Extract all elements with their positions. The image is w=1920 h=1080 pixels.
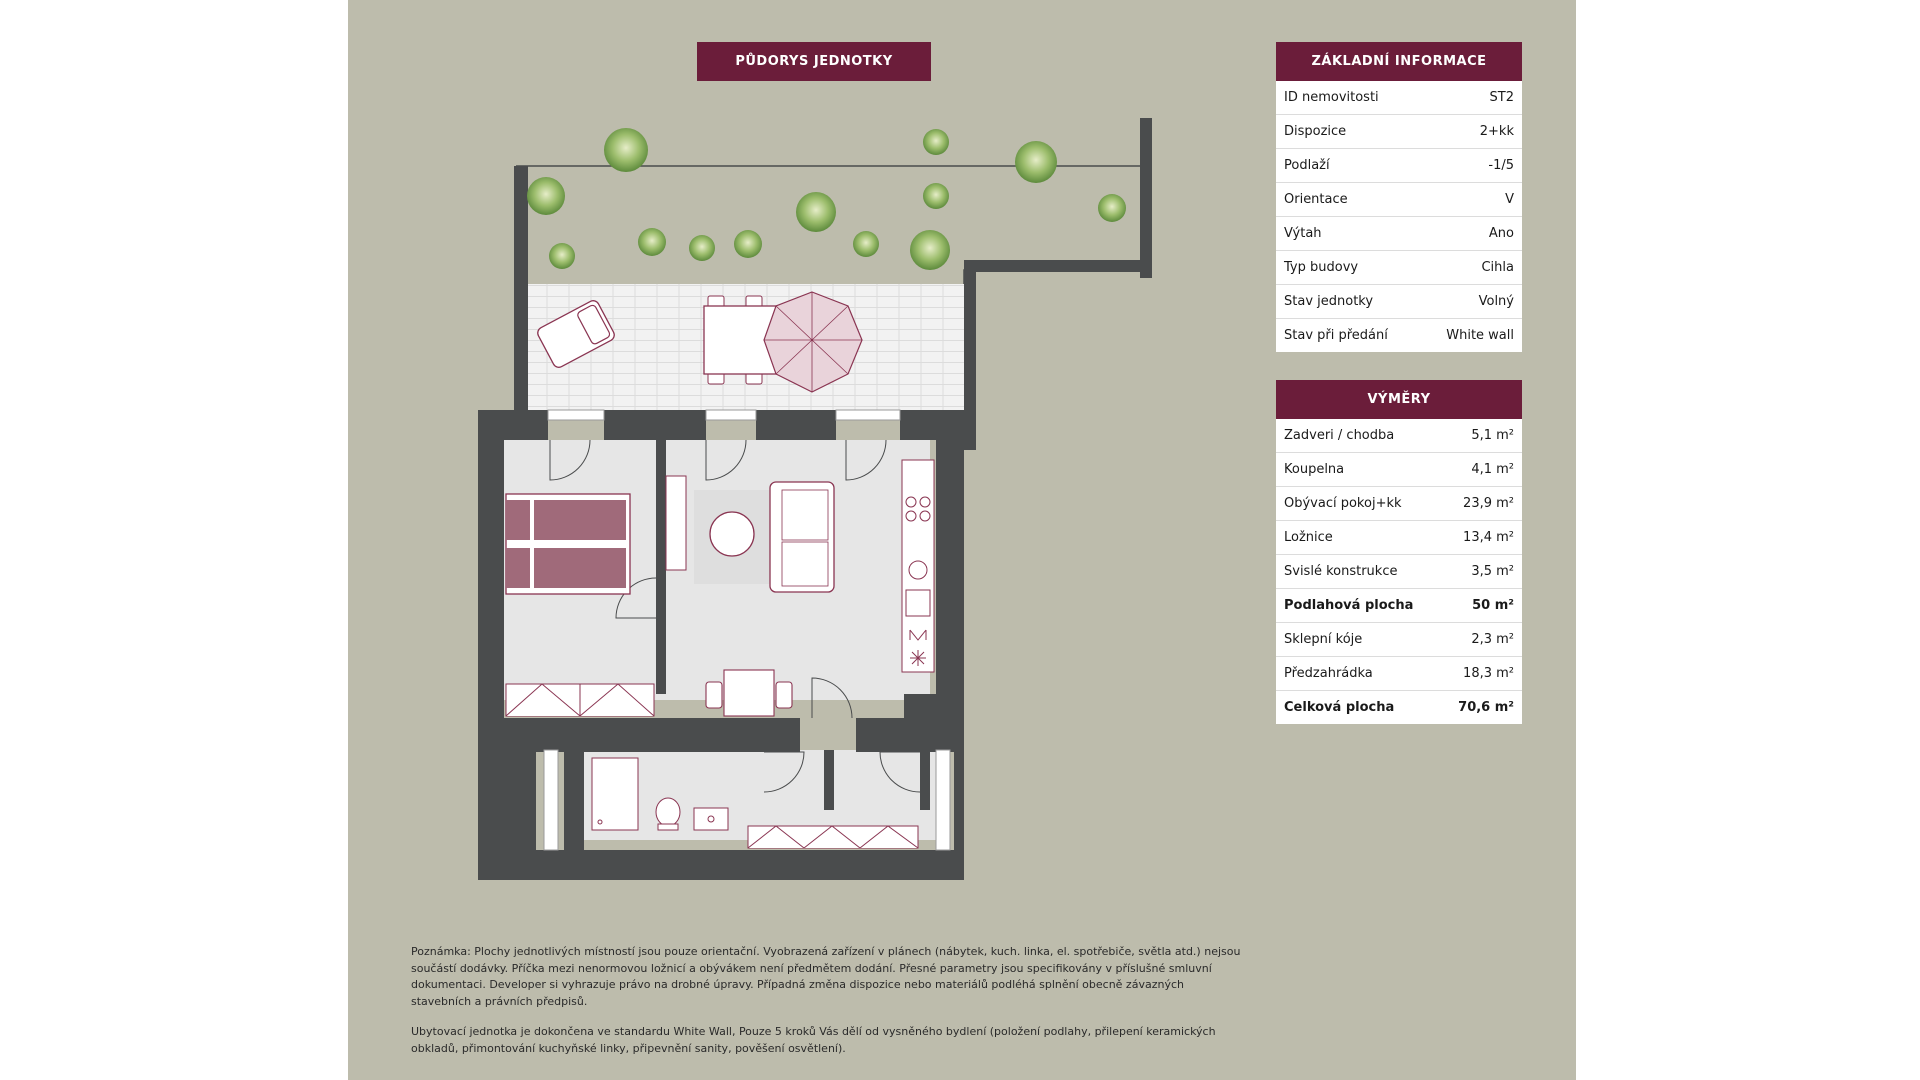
area-row: Svislé konstrukce 3,5 m² [1276,555,1522,589]
bedroom-wardrobe [506,684,654,716]
area-row: Ložnice 13,4 m² [1276,521,1522,555]
info-row-stav-jednotky: Stav jednotky Volný [1276,285,1522,319]
plan-title: PŮDORYS JEDNOTKY [697,42,931,81]
areas-title: VÝMĚRY [1276,380,1522,419]
kitchen-line [902,460,934,672]
area-row: Obývací pokoj+kk 23,9 m² [1276,487,1522,521]
area-row: Koupelna 4,1 m² [1276,453,1522,487]
info-row-id: ID nemovitosti ST2 [1276,81,1522,115]
white-wall-note: Ubytovací jednotka je dokončena ve standardu White Wall, Pouze 5 kroků Vás dělí od vysněného bydlení (položení podlahy, přilepení keramických obkladů, přimontování kuchyňské linky, připevnění sanity, pověšení osvětlení). [411,1025,1216,1055]
area-row-grand-total: Celková plocha 70,6 m² [1284,700,1514,715]
info-row-vytah: Výtah Ano [1276,217,1522,251]
area-row: Předzahrádka 18,3 m² [1276,657,1522,691]
hall-wardrobe [748,826,918,848]
double-bed [506,494,630,594]
floor-plan [470,110,1170,890]
info-row-typ-budovy: Typ budovy Cihla [1276,251,1522,285]
info-row-dispozice: Dispozice 2+kk [1276,115,1522,149]
info-row-orientace: Orientace V [1276,183,1522,217]
garden-bushes [527,128,1126,270]
note-text: Poznámka: Plochy jednotlivých místností jsou pouze orientační. Vyobrazená zařízení v plánech (nábytek, kuch. linka, el. spotřebiče, světla atd.) nejsou součástí dodávky. Příčka mezi nenormovou ložnicí a obývákem není předmětem dodání. Přesné parametry jsou specifikovány v příslušné smluvní dokumentaci. Developer si vyhrazuje právo na drobné úpravy. Případná změna dispozice nebo materiálů podléhá splnění obecně závazných stavebních a právních předpisů. [411,945,1241,1008]
info-row-stav-predani: Stav při předání White wall [1284,328,1514,343]
info-row-podlazi: Podlaží -1/5 [1276,149,1522,183]
area-row: Zadveri / chodba 5,1 m² [1276,419,1522,453]
area-row-floor-total: Podlahová plocha 50 m² [1276,589,1522,623]
area-row: Sklepní kóje 2,3 m² [1276,623,1522,657]
areas-panel [1276,380,1522,724]
basic-info-panel [1276,42,1522,352]
basic-info-title: ZÁKLADNÍ INFORMACE [1276,42,1522,81]
